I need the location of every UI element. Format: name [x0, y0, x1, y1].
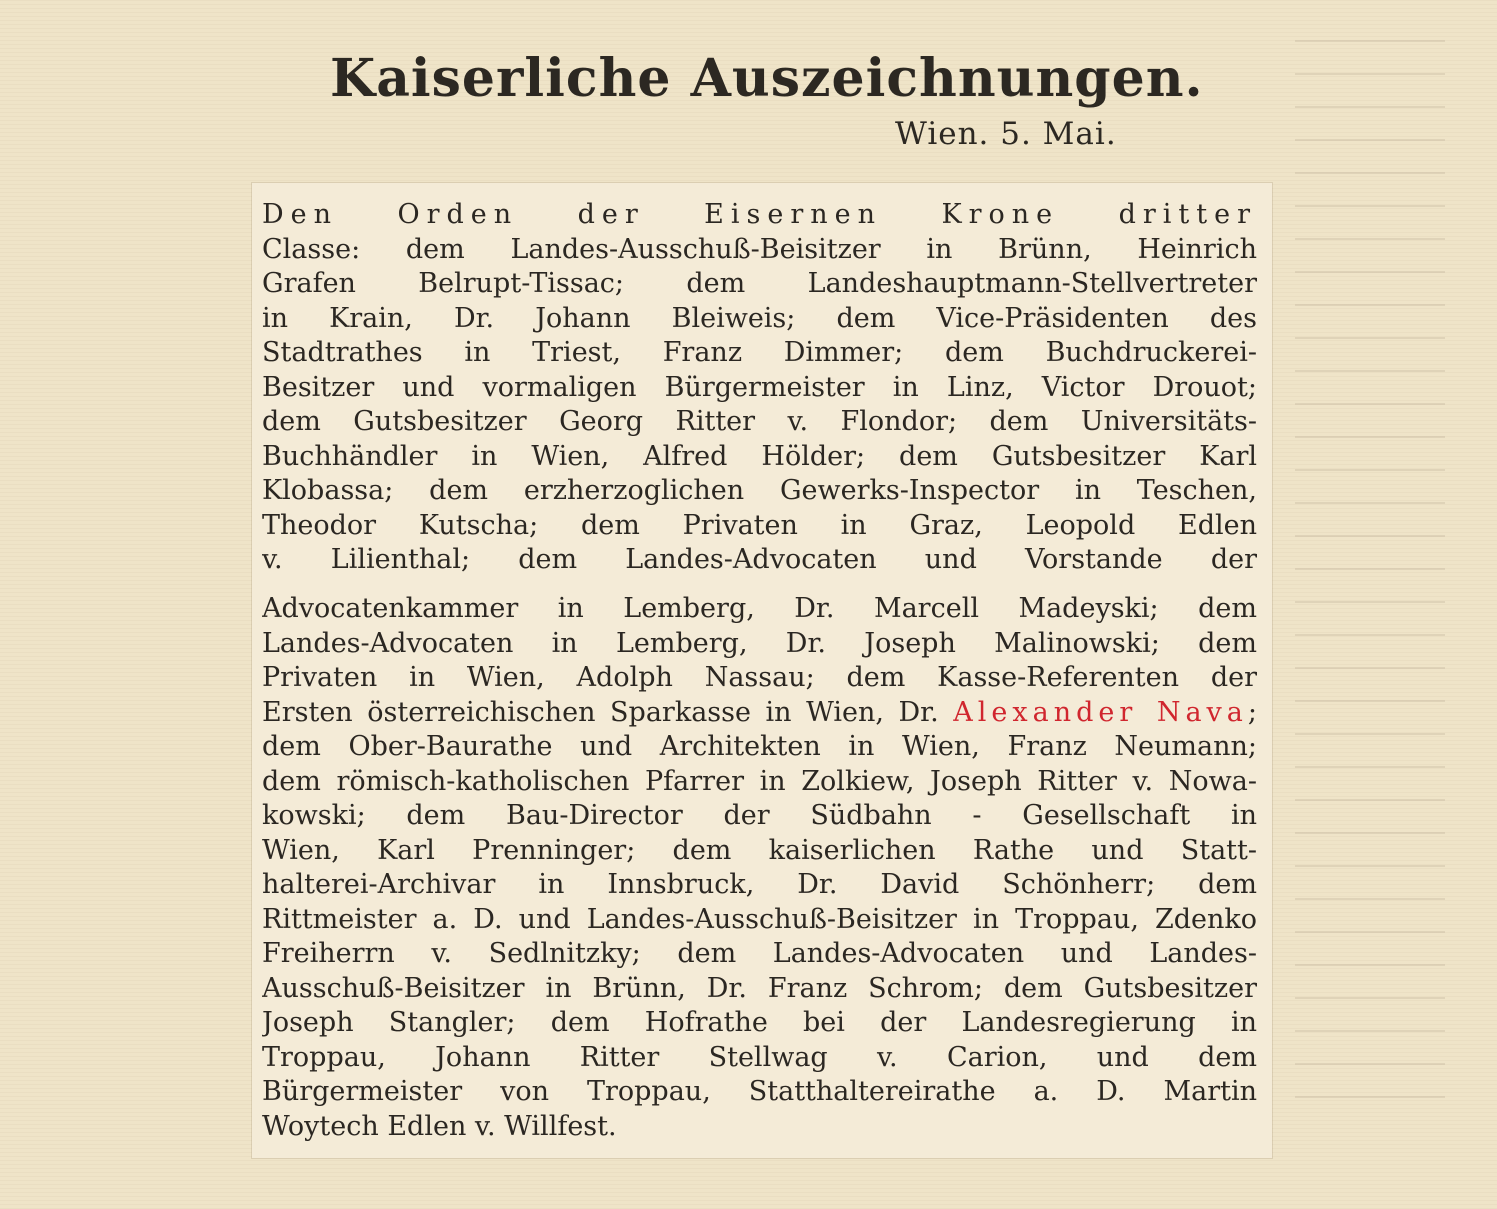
text-line: Advocatenkammer in Lemberg, Dr. Marcell Madeyski; dem: [262, 593, 1257, 624]
text-line: Besitzer und vormaligen Bürgermeister in Linz, Victor Drouot;: [262, 371, 1257, 403]
highlight-suffix: ;: [1247, 696, 1257, 728]
text-line-with-highlight: [262, 696, 1257, 731]
article-headline: Kaiserliche Auszeichnungen.: [330, 48, 1204, 109]
text-line: Ausschuß-Beisitzer in Brünn, Dr. Franz Schrom; dem Gutsbesitzer: [262, 972, 1257, 1004]
text-line: Classe: dem Landes-Ausschuß-Beisitzer in Brünn, Heinrich: [262, 233, 1257, 265]
text-line: Landes-Advocaten in Lemberg, Dr. Joseph Malinowski; dem: [262, 627, 1257, 659]
article-body-lower: [262, 592, 1257, 1144]
text-line: Rittmeister a. D. und Landes-Ausschuß-Beisitzer in Troppau, Zdenko: [262, 903, 1257, 935]
article-dateline: Wien. 5. Mai.: [895, 116, 1117, 152]
text-line-prefix: Ersten österreichischen Sparkasse in Wien, Dr.: [262, 696, 939, 728]
text-line: Theodor Kutscha; dem Privaten in Graz, Leopold Edlen: [262, 509, 1257, 541]
text-line: v. Lilienthal; dem Landes-Advocaten und Vorstande der: [262, 544, 1257, 575]
text-line: Klobassa; dem erzherzoglichen Gewerks-Inspector in Teschen,: [262, 475, 1257, 506]
text-line: halterei-Archivar in Innsbruck, Dr. David Schönherr; dem: [262, 869, 1257, 900]
highlighted-name: Alexander Nava: [953, 696, 1248, 728]
text-line: Stadtrathes in Triest, Franz Dimmer; dem Buchdruckerei-: [262, 337, 1257, 368]
adjacent-column-bleed-through: [1275, 40, 1490, 1160]
text-line: Privaten in Wien, Adolph Nassau; dem Kasse-Referenten der: [262, 662, 1257, 693]
text-line: Grafen Belrupt-Tissac; dem Landeshauptmann-Stellvertreter: [262, 268, 1257, 299]
text-line: Den Orden der Eisernen Krone dritter: [262, 199, 1257, 230]
text-line: Wien, Karl Prenninger; dem kaiserlichen Rathe und Statt-: [262, 834, 1257, 866]
text-line: Troppau, Johann Ritter Stellwag v. Carion, und dem: [262, 1041, 1257, 1073]
text-line: in Krain, Dr. Johann Bleiweis; dem Vice-Präsidenten des: [262, 302, 1257, 334]
article-body-upper: [262, 198, 1257, 578]
text-line: dem Ober-Baurathe und Architekten in Wien, Franz Neumann;: [262, 731, 1257, 762]
text-line: Joseph Stangler; dem Hofrathe bei der Landesregierung in: [262, 1007, 1257, 1038]
text-line: Freiherrn v. Sedlnitzky; dem Landes-Advocaten und Landes-: [262, 938, 1257, 969]
text-line: Bürgermeister von Troppau, Statthaltereirathe a. D. Martin: [262, 1076, 1257, 1107]
text-line: kowski; dem Bau-Director der Südbahn - Gesellschaft in: [262, 800, 1257, 831]
text-line-final: Woytech Edlen v. Willfest.: [262, 1110, 617, 1142]
text-line: Buchhändler in Wien, Alfred Hölder; dem Gutsbesitzer Karl: [262, 440, 1257, 472]
text-line: dem Gutsbesitzer Georg Ritter v. Flondor; dem Universitäts-: [262, 406, 1257, 437]
text-line: dem römisch-katholischen Pfarrer in Zolkiew, Joseph Ritter v. Nowa-: [262, 765, 1257, 797]
